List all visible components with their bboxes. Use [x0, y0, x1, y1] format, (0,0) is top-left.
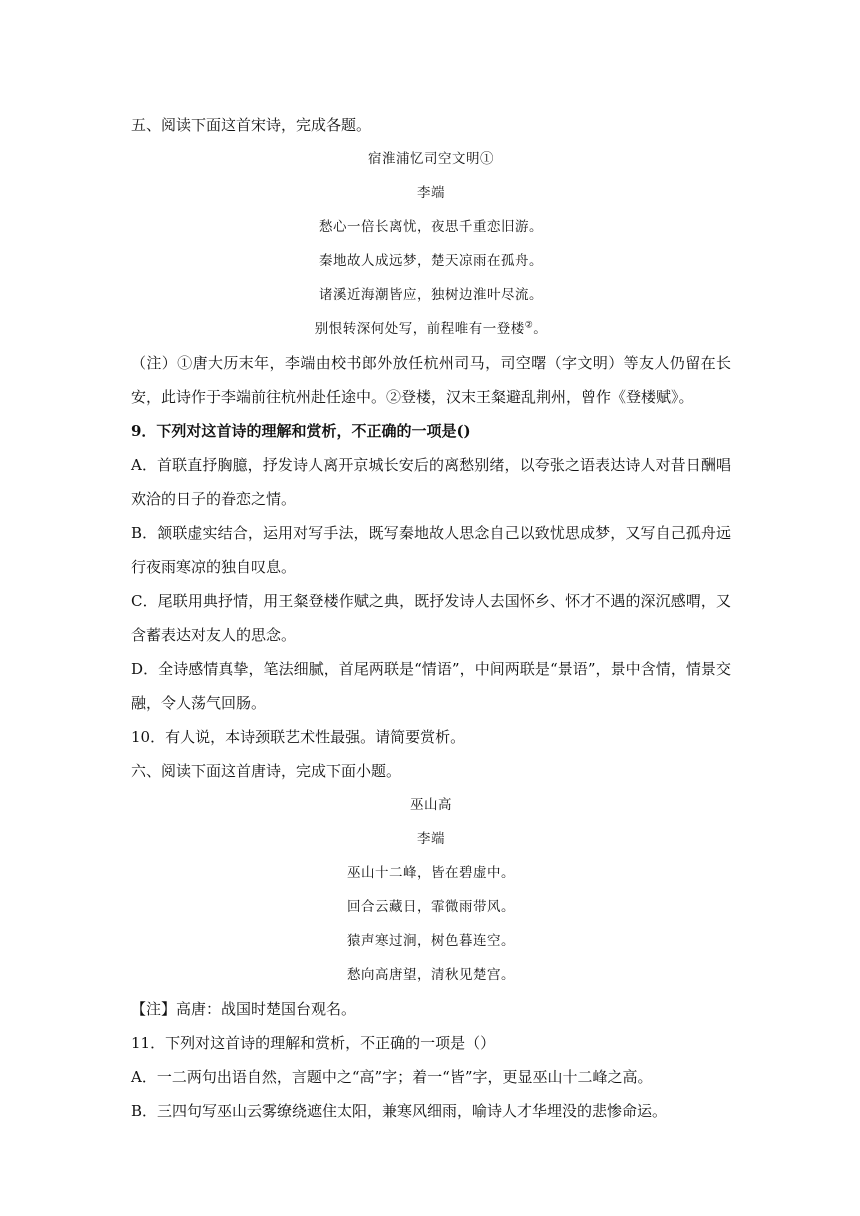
question-9-option-d: D．全诗感情真挚，笔法细腻，首尾两联是“情语”，中间两联是“景语”，景中含情，情景交融，令人荡气回肠。 [131, 660, 731, 712]
poem-line: 回合云藏日，霏微雨带风。 [347, 899, 515, 915]
question-9-stem: 9．下列对这首诗的理解和赏析，不正确的一项是() [131, 422, 471, 440]
poem-line: 秦地故人成远梦，楚天凉雨在孤舟。 [319, 253, 543, 269]
question-11-stem: 11．下列对这首诗的理解和赏析，不正确的一项是（） [131, 1034, 496, 1052]
question-9-option-a: A．首联直抒胸臆，抒发诗人离开京城长安后的离愁别绪，以夸张之语表达诗人对昔日酬唱欢洽的日子的眷恋之情。 [131, 456, 731, 508]
question-9-option-b: B．颔联虚实结合，运用对写手法，既写秦地故人思念自己以致忧思成梦，又写自己孤舟远行夜雨寒凉的独自叹息。 [131, 524, 731, 576]
poem-line: 愁向高唐望，清秋见楚宫。 [347, 967, 515, 983]
question-10: 10．有人说，本诗颈联艺术性最强。请简要赏析。 [131, 728, 466, 746]
question-11-option-a: A．一二两句出语自然，言题中之“高”字；着一“皆”字，更显巫山十二峰之高。 [131, 1068, 653, 1086]
poem-author: 李端 [417, 831, 445, 847]
poem-line: 愁心一倍长离忧，夜思千重恋旧游。 [319, 219, 543, 235]
poem-line-text: 别恨转深何处写，前程唯有一登楼 [314, 321, 525, 337]
section6-heading: 六、阅读下面这首唐诗，完成下面小题。 [131, 762, 402, 780]
poem-author: 李端 [417, 185, 445, 201]
footnote-mark: ② [524, 320, 534, 331]
question-9-option-c: C．尾联用典抒情，用王粲登楼作赋之典，既抒发诗人去国怀乡、怀才不遇的深沉感喟，又含蓄表达对友人的思念。 [131, 592, 731, 644]
question-11-option-b: B．三四句写巫山云雾缭绕遮住太阳，兼寒风细雨，喻诗人才华埋没的悲惨命运。 [131, 1102, 668, 1120]
poem-line-punct: 。 [533, 321, 548, 337]
poem-title: 宿淮浦忆司空文明① [368, 151, 494, 167]
poem-line: 诸溪近海潮皆应，独树边淮叶尽流。 [319, 287, 543, 303]
document-page [131, 108, 731, 1128]
poem-note: 【注】高唐：战国时楚国台观名。 [131, 1000, 357, 1018]
poem-line: 巫山十二峰，皆在碧虚中。 [347, 865, 515, 881]
poem-line-last [131, 312, 731, 346]
poem-title: 巫山高 [410, 797, 452, 813]
poem-line: 猿声寒过涧，树色暮连空。 [347, 933, 515, 949]
poem-note: （注）①唐大历末年，李端由校书郎外放任杭州司马，司空曙（字文明）等友人仍留在长安，此诗作于李端前往杭州赴任途中。②登楼，汉末王粲避乱荆州，曾作《登楼赋》。 [131, 354, 731, 406]
section5-heading: 五、阅读下面这首宋诗，完成各题。 [131, 116, 372, 134]
